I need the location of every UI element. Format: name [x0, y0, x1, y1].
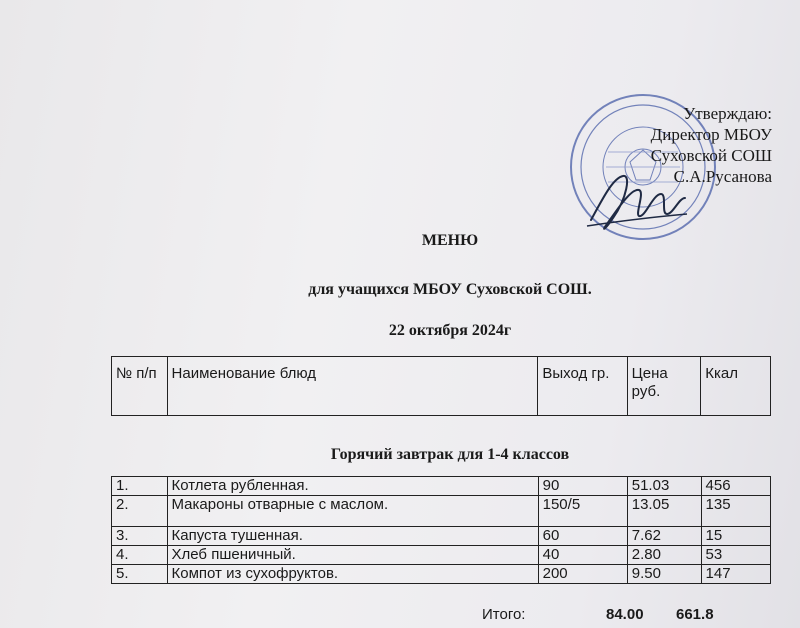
- table-row: [112, 546, 771, 565]
- row-name: Хлеб пшеничный.: [167, 546, 538, 565]
- approval-line-4: С.А.Русанова: [673, 167, 772, 186]
- total-price: 84.00: [606, 606, 644, 623]
- row-yield: 150/5: [538, 496, 627, 527]
- total-label: Итого:: [482, 606, 526, 623]
- table-row: [112, 477, 771, 496]
- table-row: [112, 527, 771, 546]
- row-kcal: 147: [701, 565, 770, 584]
- row-yield: 200: [538, 565, 627, 584]
- header-row: [112, 357, 771, 416]
- header-kcal: Ккал: [701, 357, 771, 416]
- row-kcal: 53: [701, 546, 770, 565]
- total-kcal: 661.8: [676, 606, 714, 623]
- row-kcal: 135: [701, 496, 770, 527]
- header-yield: Выход гр.: [538, 357, 627, 416]
- row-num: 4.: [112, 546, 168, 565]
- row-yield: 40: [538, 546, 627, 565]
- row-kcal: 456: [701, 477, 770, 496]
- row-num: 5.: [112, 565, 168, 584]
- row-price: 2.80: [627, 546, 701, 565]
- row-price: 9.50: [627, 565, 701, 584]
- menu-date: 22 октября 2024г: [388, 322, 512, 339]
- row-name: Капуста тушенная.: [167, 527, 538, 546]
- row-yield: 90: [538, 477, 627, 496]
- approval-line-3: Суховской СОШ: [650, 146, 772, 165]
- row-num: 1.: [112, 477, 168, 496]
- row-name: Компот из сухофруктов.: [167, 565, 538, 584]
- table-row: [112, 496, 771, 527]
- approval-line-1: Утверждаю:: [683, 104, 772, 123]
- approval-line-2: Директор МБОУ: [650, 125, 772, 144]
- row-price: 13.05: [627, 496, 701, 527]
- row-yield: 60: [538, 527, 627, 546]
- section-title: Горячий завтрак для 1-4 классов: [330, 446, 570, 463]
- table-row: [112, 565, 771, 584]
- row-name: Котлета рубленная.: [167, 477, 538, 496]
- page-subtitle: для учащихся МБОУ Суховской СОШ.: [308, 281, 592, 298]
- page-title: МЕНЮ: [421, 232, 479, 249]
- header-name: Наименование блюд: [167, 357, 538, 416]
- header-price: Цена руб.: [627, 357, 701, 416]
- row-price: 51.03: [627, 477, 701, 496]
- row-name: Макароны отварные с маслом.: [167, 496, 538, 527]
- row-num: 3.: [112, 527, 168, 546]
- director-signature: [583, 158, 693, 238]
- row-num: 2.: [112, 496, 168, 527]
- row-price: 7.62: [627, 527, 701, 546]
- header-num: № п/п: [112, 357, 168, 416]
- row-kcal: 15: [701, 527, 770, 546]
- menu-header-table: [111, 356, 771, 416]
- menu-items-table: [111, 476, 771, 584]
